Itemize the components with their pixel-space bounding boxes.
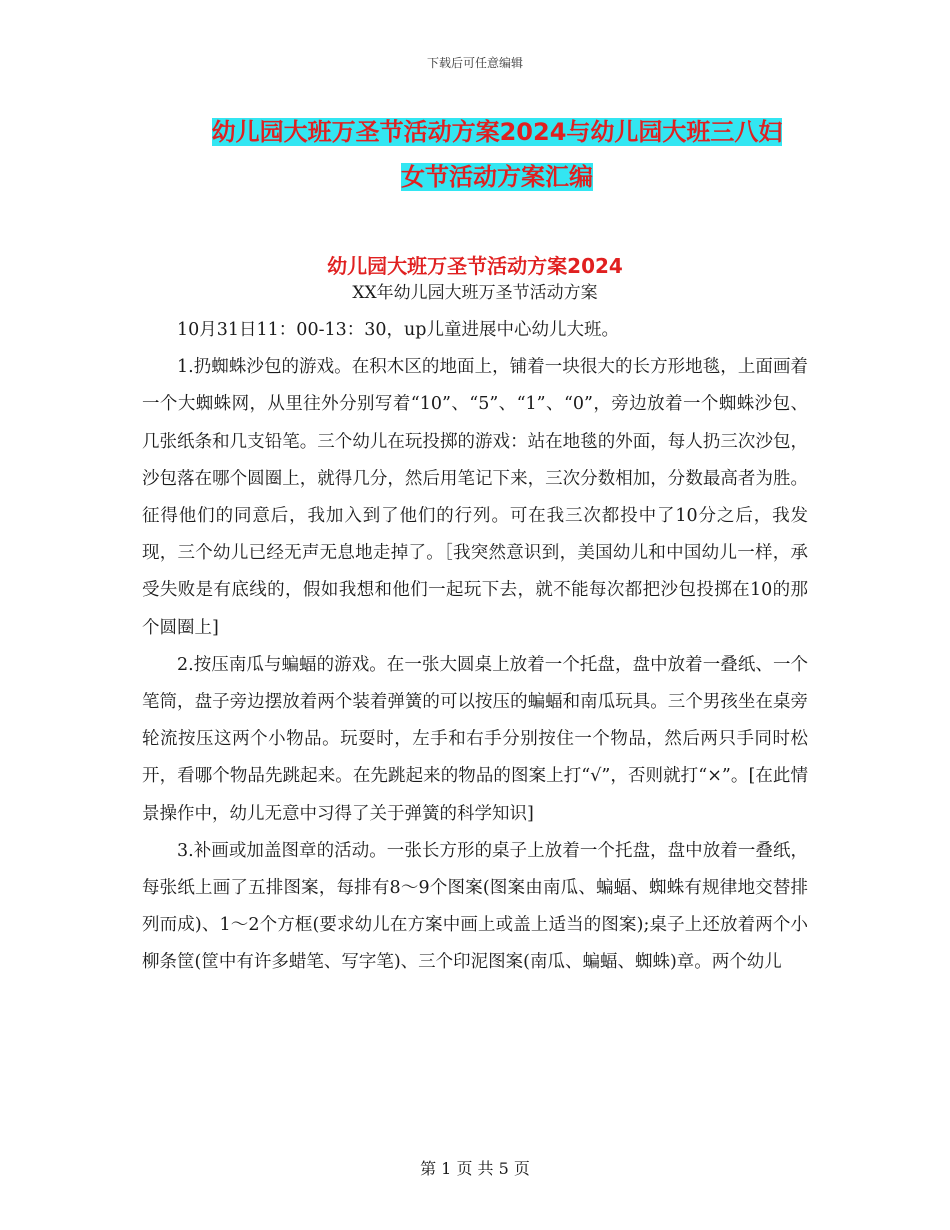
page-indicator: 第 1 页 共 5 页 [420, 1159, 530, 1178]
paragraph-date-location: 10月31日11：00-13：30，up儿童进展中心幼儿大班。 [177, 320, 619, 340]
document-title [186, 110, 808, 200]
paragraph-drawing-stamp-activity: 3.补画或加盖图章的活动。一张长方形的桌子上放着一个托盘，盘中放着一叠纸，每张纸上画了五排图案，每排有8～9个图案(图案由南瓜、蝙蝠、蜘蛛有规律地交替排列而成)、1～2个方框(要求幼儿在方案中画上或盖上适当的图案);桌子上还放着两个小柳条筐(筐中有许多蜡笔、写字笔)、三个印泥图案(南瓜、蝙蝠、蜘蛛)章。两个幼儿 [142, 840, 808, 973]
paragraph-pumpkin-bat-game: 2.按压南瓜与蝙蝠的游戏。在一张大圆桌上放着一个托盘，盘中放着一叠纸、一个笔筒，盘子旁边摆放着两个装着弹簧的可以按压的蝙蝠和南瓜玩具。三个男孩坐在桌旁轮流按压这两个小物品。玩耍时，左手和右手分别按住一个物品，然后两只手同时松开，看哪个物品先跳起来。在先跳起来的物品的图案上打“√”，否则就打“×”。[在此情景操作中，幼儿无意中习得了关于弹簧的科学知识] [142, 654, 808, 824]
paragraph-spider-sandbag-game: 1.扔蜘蛛沙包的游戏。在积木区的地面上，铺着一块很大的长方形地毯，上面画着一个大蜘蛛网，从里往外分别写着“10”、“5”、“1”、“0”，旁边放着一个蜘蛛沙包、几张纸条和几支铅笔。三个幼儿在玩投掷的游戏：站在地毯的外面，每人扔三次沙包，沙包落在哪个圆圈上，就得几分，然后用笔记下来，三次分数相加，分数最高者为胜。征得他们的同意后，我加入到了他们的行列。可在我三次都投中了10分之后，我发现，三个幼儿已经无声无息地走掉了。［我突然意识到，美国幼儿和中国幼儿一样，承受失败是有底线的，假如我想和他们一起玩下去，就不能每次都把沙包投掷在10的那个圆圈上] [142, 357, 808, 638]
section-subtitle: XX年幼儿园大班万圣节活动方案 [352, 283, 598, 303]
header-note: 下载后可任意编辑 [426, 56, 523, 70]
document-title-line-2: 女节活动方案汇编 [401, 163, 593, 191]
document-title-line-1: 幼儿园大班万圣节活动方案2024与幼儿园大班三八妇 [211, 118, 783, 146]
document-body [142, 312, 808, 982]
section-title: 幼儿园大班万圣节活动方案2024 [327, 254, 623, 278]
